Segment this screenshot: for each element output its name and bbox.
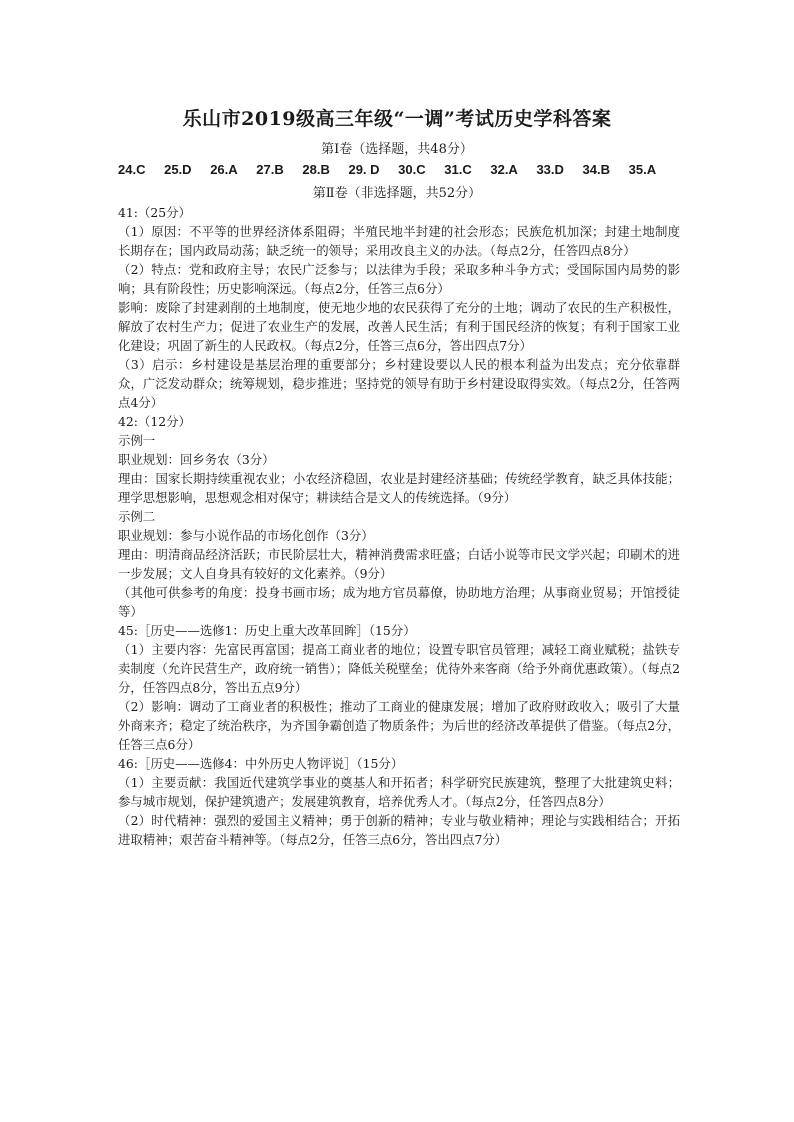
- question-heading: 45:［历史——选修1：历史上重大改革回眸］（15分）: [118, 623, 416, 638]
- answer-paragraph: （2）特点：党和政府主导；农民广泛参与；以法律为手段；采取多种斗争方式；受国际国内局势的影响；具有阶段性；历史影响深远。（每点2分，任答三点6分）: [118, 262, 680, 296]
- answer-paragraph: （2）影响：调动了工商业者的积极性；推动了工商业的健康发展；增加了政府财政收入；吸引了大量外商来齐；稳定了统治秩序，为齐国争霸创造了物质条件；为后世的经济改革提供了借鉴。（每点2分，任答三点6分）: [118, 699, 680, 752]
- question-heading: 46:［历史——选修4：中外历史人物评说］（15分）: [118, 756, 404, 771]
- answer-paragraph: （1）主要贡献：我国近代建筑学事业的奠基人和开拓者；科学研究民族建筑，整理了大批建筑史料；参与城市规划，保护建筑遗产；发展建筑教育，培养优秀人才。（每点2分，任答四点8分）: [118, 775, 680, 809]
- answer-paragraph: 影响：废除了封建剥削的土地制度，使无地少地的农民获得了充分的土地；调动了农民的生产积极性，解放了农村生产力；促进了农业生产的发展，改善人民生活；有利于国民经济的恢复；有利于国家工业化建设；巩固了新生的人民政权。（每点2分，任答三点6分，答出四点7分）: [118, 300, 680, 353]
- answer-paragraph: 理由：国家长期持续重视农业；小农经济稳固，农业是封建经济基础；传统经学教育，缺乏具体技能；理学思想影响，思想观念相对保守；耕读结合是文人的传统选择。（9分）: [118, 471, 680, 505]
- choice-answer: 30.C: [398, 162, 426, 177]
- part1-heading: 第Ⅰ卷（选择题，共48分）: [321, 142, 473, 157]
- example-label: 示例一: [118, 433, 156, 448]
- answer-paragraph: 职业规划：参与小说作品的市场化创作（3分）: [118, 528, 374, 543]
- choice-answer: 26.A: [210, 162, 238, 177]
- answer-body: [118, 203, 680, 849]
- choice-answer: 28.B: [302, 162, 330, 177]
- example-label: 示例二: [118, 509, 156, 524]
- choice-answer: 27.B: [256, 162, 284, 177]
- choice-answers-row: [118, 162, 718, 177]
- answer-paragraph: 理由：明清商品经济活跃；市民阶层壮大，精神消费需求旺盛；白话小说等市民文学兴起；印刷术的进一步发展；文人自身具有较好的文化素养。（9分）: [118, 547, 680, 581]
- question-heading: 42:（12分）: [118, 414, 191, 429]
- choice-answer: 31.C: [444, 162, 472, 177]
- document-title: 乐山市2019级高三年级“一调”考试历史学科答案: [182, 108, 612, 130]
- question-heading: 41:（25分）: [118, 205, 191, 220]
- answer-paragraph: （2）时代精神：强烈的爱国主义精神；勇于创新的精神；专业与敬业精神；理论与实践相结合；开拓进取精神；艰苦奋斗精神等。（每点2分，任答三点6分，答出四点7分）: [118, 813, 680, 847]
- choice-answer: 33.D: [536, 162, 564, 177]
- choice-answer: 34.B: [582, 162, 611, 177]
- choice-answer: 35.A: [628, 162, 657, 177]
- answer-paragraph: （其他可供参考的角度：投身书画市场；成为地方官员幕僚，协助地方治理；从事商业贸易；开馆授徒等）: [118, 585, 680, 619]
- choice-answer: 32.A: [490, 162, 518, 177]
- answer-paragraph: 职业规划：回乡务农（3分）: [118, 452, 275, 467]
- part2-heading: 第Ⅱ卷（非选择题，共52分）: [312, 186, 482, 201]
- answer-paragraph: （1）原因：不平等的世界经济体系阻碍；半殖民地半封建的社会形态；民族危机加深；封建土地制度长期存在；国内政局动荡；缺乏统一的领导；采用改良主义的办法。（每点2分，任答四点8分）: [118, 224, 680, 258]
- answer-paragraph: （1）主要内容：先富民再富国；提高工商业者的地位；设置专职官员管理；减轻工商业赋税；盐铁专卖制度（允许民营生产，政府统一销售）；降低关税壁垒；优待外来客商（给予外商优惠政策）。（每点2分，任答四点8分，答出五点9分）: [118, 642, 680, 695]
- choice-answer: 25.D: [164, 162, 192, 177]
- choice-answer: 24.C: [118, 162, 146, 177]
- choice-answer: 29. D: [348, 162, 380, 177]
- answer-paragraph: （3）启示：乡村建设是基层治理的重要部分；乡村建设要以人民的根本利益为出发点；充分依靠群众，广泛发动群众；统筹规划，稳步推进；坚持党的领导有助于乡村建设取得实效。（每点2分，任答两点4分）: [118, 357, 680, 410]
